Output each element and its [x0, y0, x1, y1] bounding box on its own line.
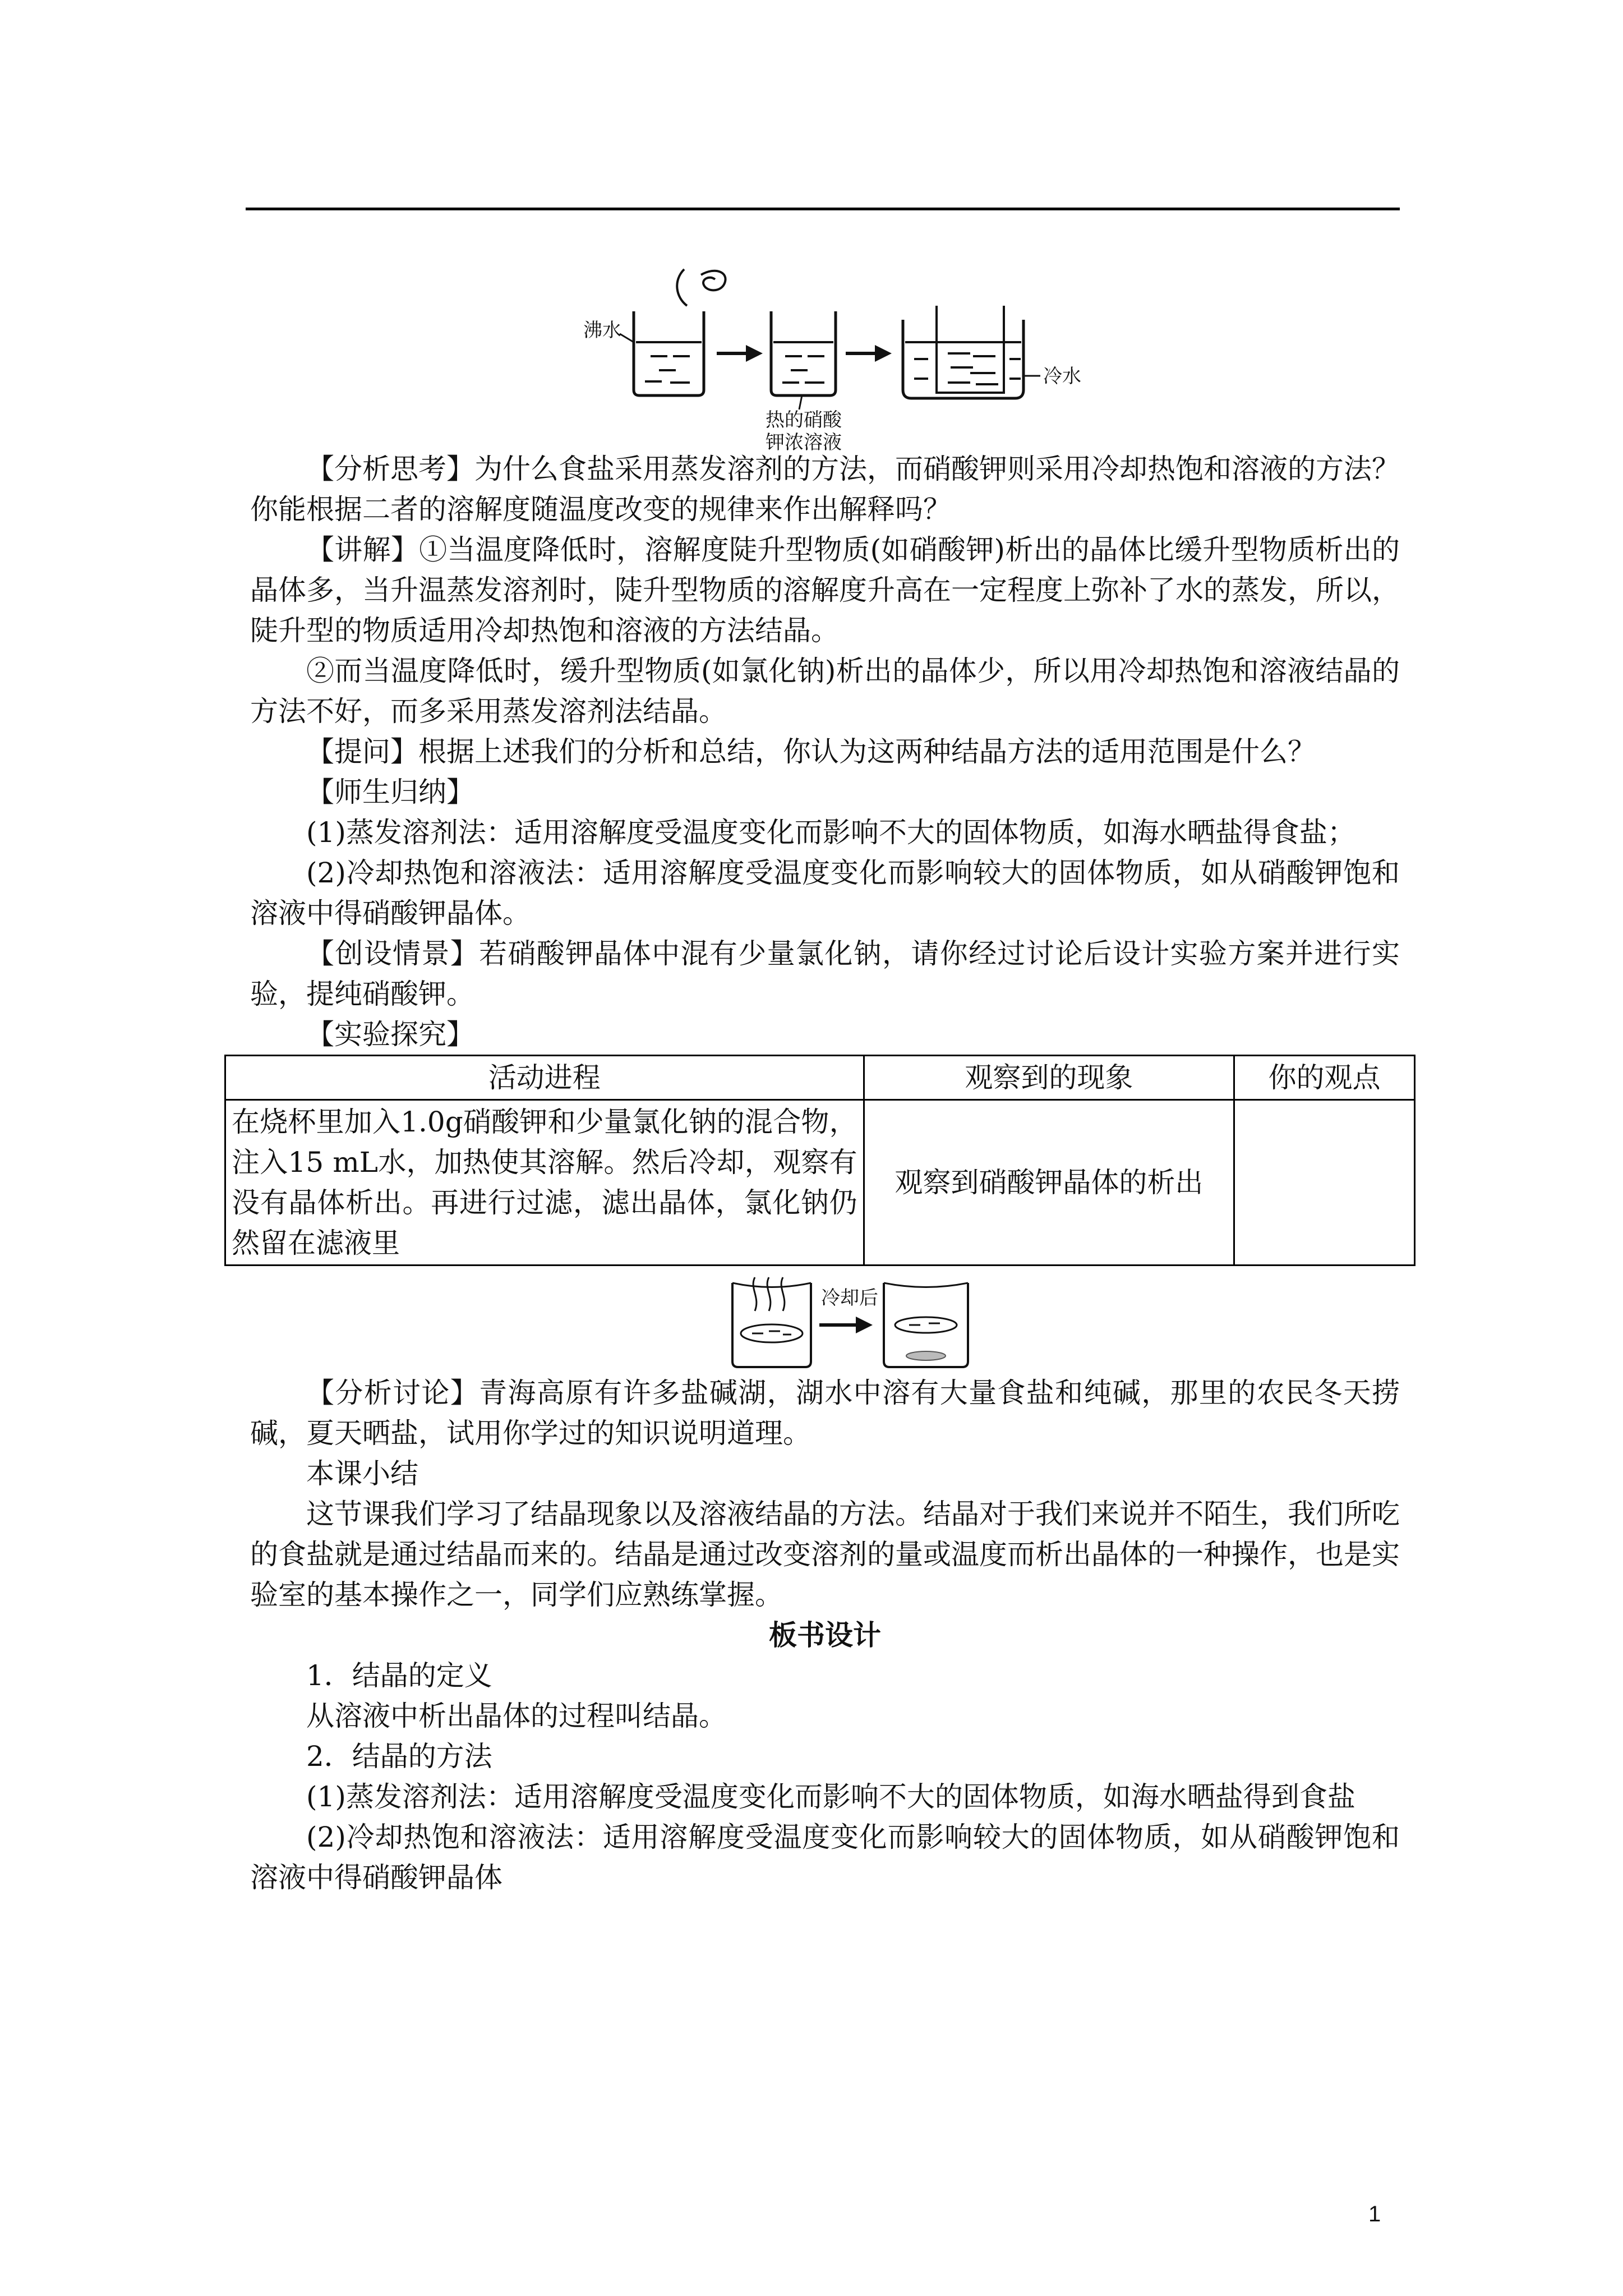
paragraph-summary-1: (1)蒸发溶剂法：适用溶解度受温度变化而影响不大的固体物质，如海水晒盐得食盐； [306, 816, 1355, 849]
paragraph-explain-1: 【讲解】①当温度降低时，溶解度陡升型物质(如硝酸钾)析出的晶体比缓升型物质析出的晶体多，当升温蒸发溶剂时，陡升型物质的溶解度升高在一定程度上弥补了水的蒸发，所以，陡升型的物质适用冷却热饱和溶液的方法结晶。 [250, 533, 1400, 647]
table-header-phenomenon: 观察到的现象 [864, 1056, 1234, 1100]
paragraph-question: 【提问】根据上述我们的分析和总结，你认为这两种结晶方法的适用范围是什么？ [306, 735, 1316, 768]
paragraph-lesson-summary-head: 本课小结 [306, 1457, 418, 1490]
paragraph-lesson-summary: 这节课我们学习了结晶现象以及溶液结晶的方法。结晶对于我们来说并不陌生，我们所吃的食盐就是通过结晶而来的。结晶是通过改变溶剂的量或温度而析出晶体的一种操作，也是实验室的基本操作之一，同学们应熟练掌握。 [250, 1498, 1400, 1611]
table-row [225, 1100, 1415, 1266]
paragraph-experiment-head: 【实验探究】 [306, 1018, 474, 1051]
label-cold-water: 冷水 [1043, 365, 1081, 388]
cooling-figure [721, 1272, 990, 1373]
table-header-opinion: 你的观点 [1234, 1056, 1415, 1100]
experiment-table [224, 1055, 1415, 1266]
table-cell-phenomenon: 观察到硝酸钾晶体的析出 [864, 1100, 1234, 1266]
header-rule [246, 208, 1400, 210]
board-item-1-text: 从溶液中析出晶体的过程叫结晶。 [306, 1700, 727, 1732]
label-hot-solution-2: 钾浓溶液 [766, 431, 842, 454]
board-item-2-1: (1)蒸发溶剂法：适用溶解度受温度变化而影响不大的固体物质，如海水晒盐得到食盐 [306, 1780, 1355, 1813]
table-header-row [225, 1056, 1415, 1100]
paragraph-summary-2: (2)冷却热饱和溶液法：适用溶解度受温度变化而影响较大的固体物质，如从硝酸钾饱和溶液中得硝酸钾晶体。 [250, 857, 1400, 930]
table-header-activity: 活动进程 [225, 1056, 864, 1100]
board-item-1: 1．结晶的定义 [306, 1659, 492, 1692]
paragraph-explain-2: ②而当温度降低时，缓升型物质(如氯化钠)析出的晶体少，所以用冷却热饱和溶液结晶的方法不好，而多采用蒸发溶剂法结晶。 [250, 655, 1400, 728]
board-item-2-2: (2)冷却热饱和溶液法：适用溶解度受温度变化而影响较大的固体物质，如从硝酸钾饱和溶液中得硝酸钾晶体 [250, 1821, 1400, 1894]
crystallization-process-figure [578, 258, 1127, 460]
paragraph-summary-head: 【师生归纳】 [306, 776, 474, 808]
label-boiling-water: 沸水 [583, 319, 621, 342]
table-cell-activity: 在烧杯里加入1.0g硝酸钾和少量氯化钠的混合物，注入15 mL水，加热使其溶解。然后冷却，观察有没有晶体析出。再进行过滤，滤出晶体，氯化钠仍然留在滤液里 [225, 1100, 864, 1266]
label-after-cooling: 冷却后 [821, 1287, 878, 1309]
paragraph-analysis-think: 【分析思考】为什么食盐采用蒸发溶剂的方法，而硝酸钾则采用冷却热饱和溶液的方法？你能根据二者的溶解度随温度改变的规律来作出解释吗？ [250, 453, 1400, 526]
paragraph-discussion: 【分析讨论】青海高原有许多盐碱湖，湖水中溶有大量食盐和纯碱，那里的农民冬天捞碱，夏天晒盐，试用你学过的知识说明道理。 [250, 1377, 1400, 1450]
label-hot-solution-1: 热的硝酸 [766, 409, 842, 431]
board-item-2: 2．结晶的方法 [306, 1740, 492, 1773]
paragraph-scenario: 【创设情景】若硝酸钾晶体中混有少量氯化钠，请你经过讨论后设计实验方案并进行实验，提纯硝酸钾。 [250, 937, 1400, 1010]
page-number: 1 [1368, 2202, 1381, 2226]
cooling-figure-wrapper [250, 1266, 1400, 1373]
document-body [232, 449, 1400, 1898]
table-cell-opinion [1234, 1100, 1415, 1266]
board-design-title: 板书设计 [769, 1618, 881, 1651]
